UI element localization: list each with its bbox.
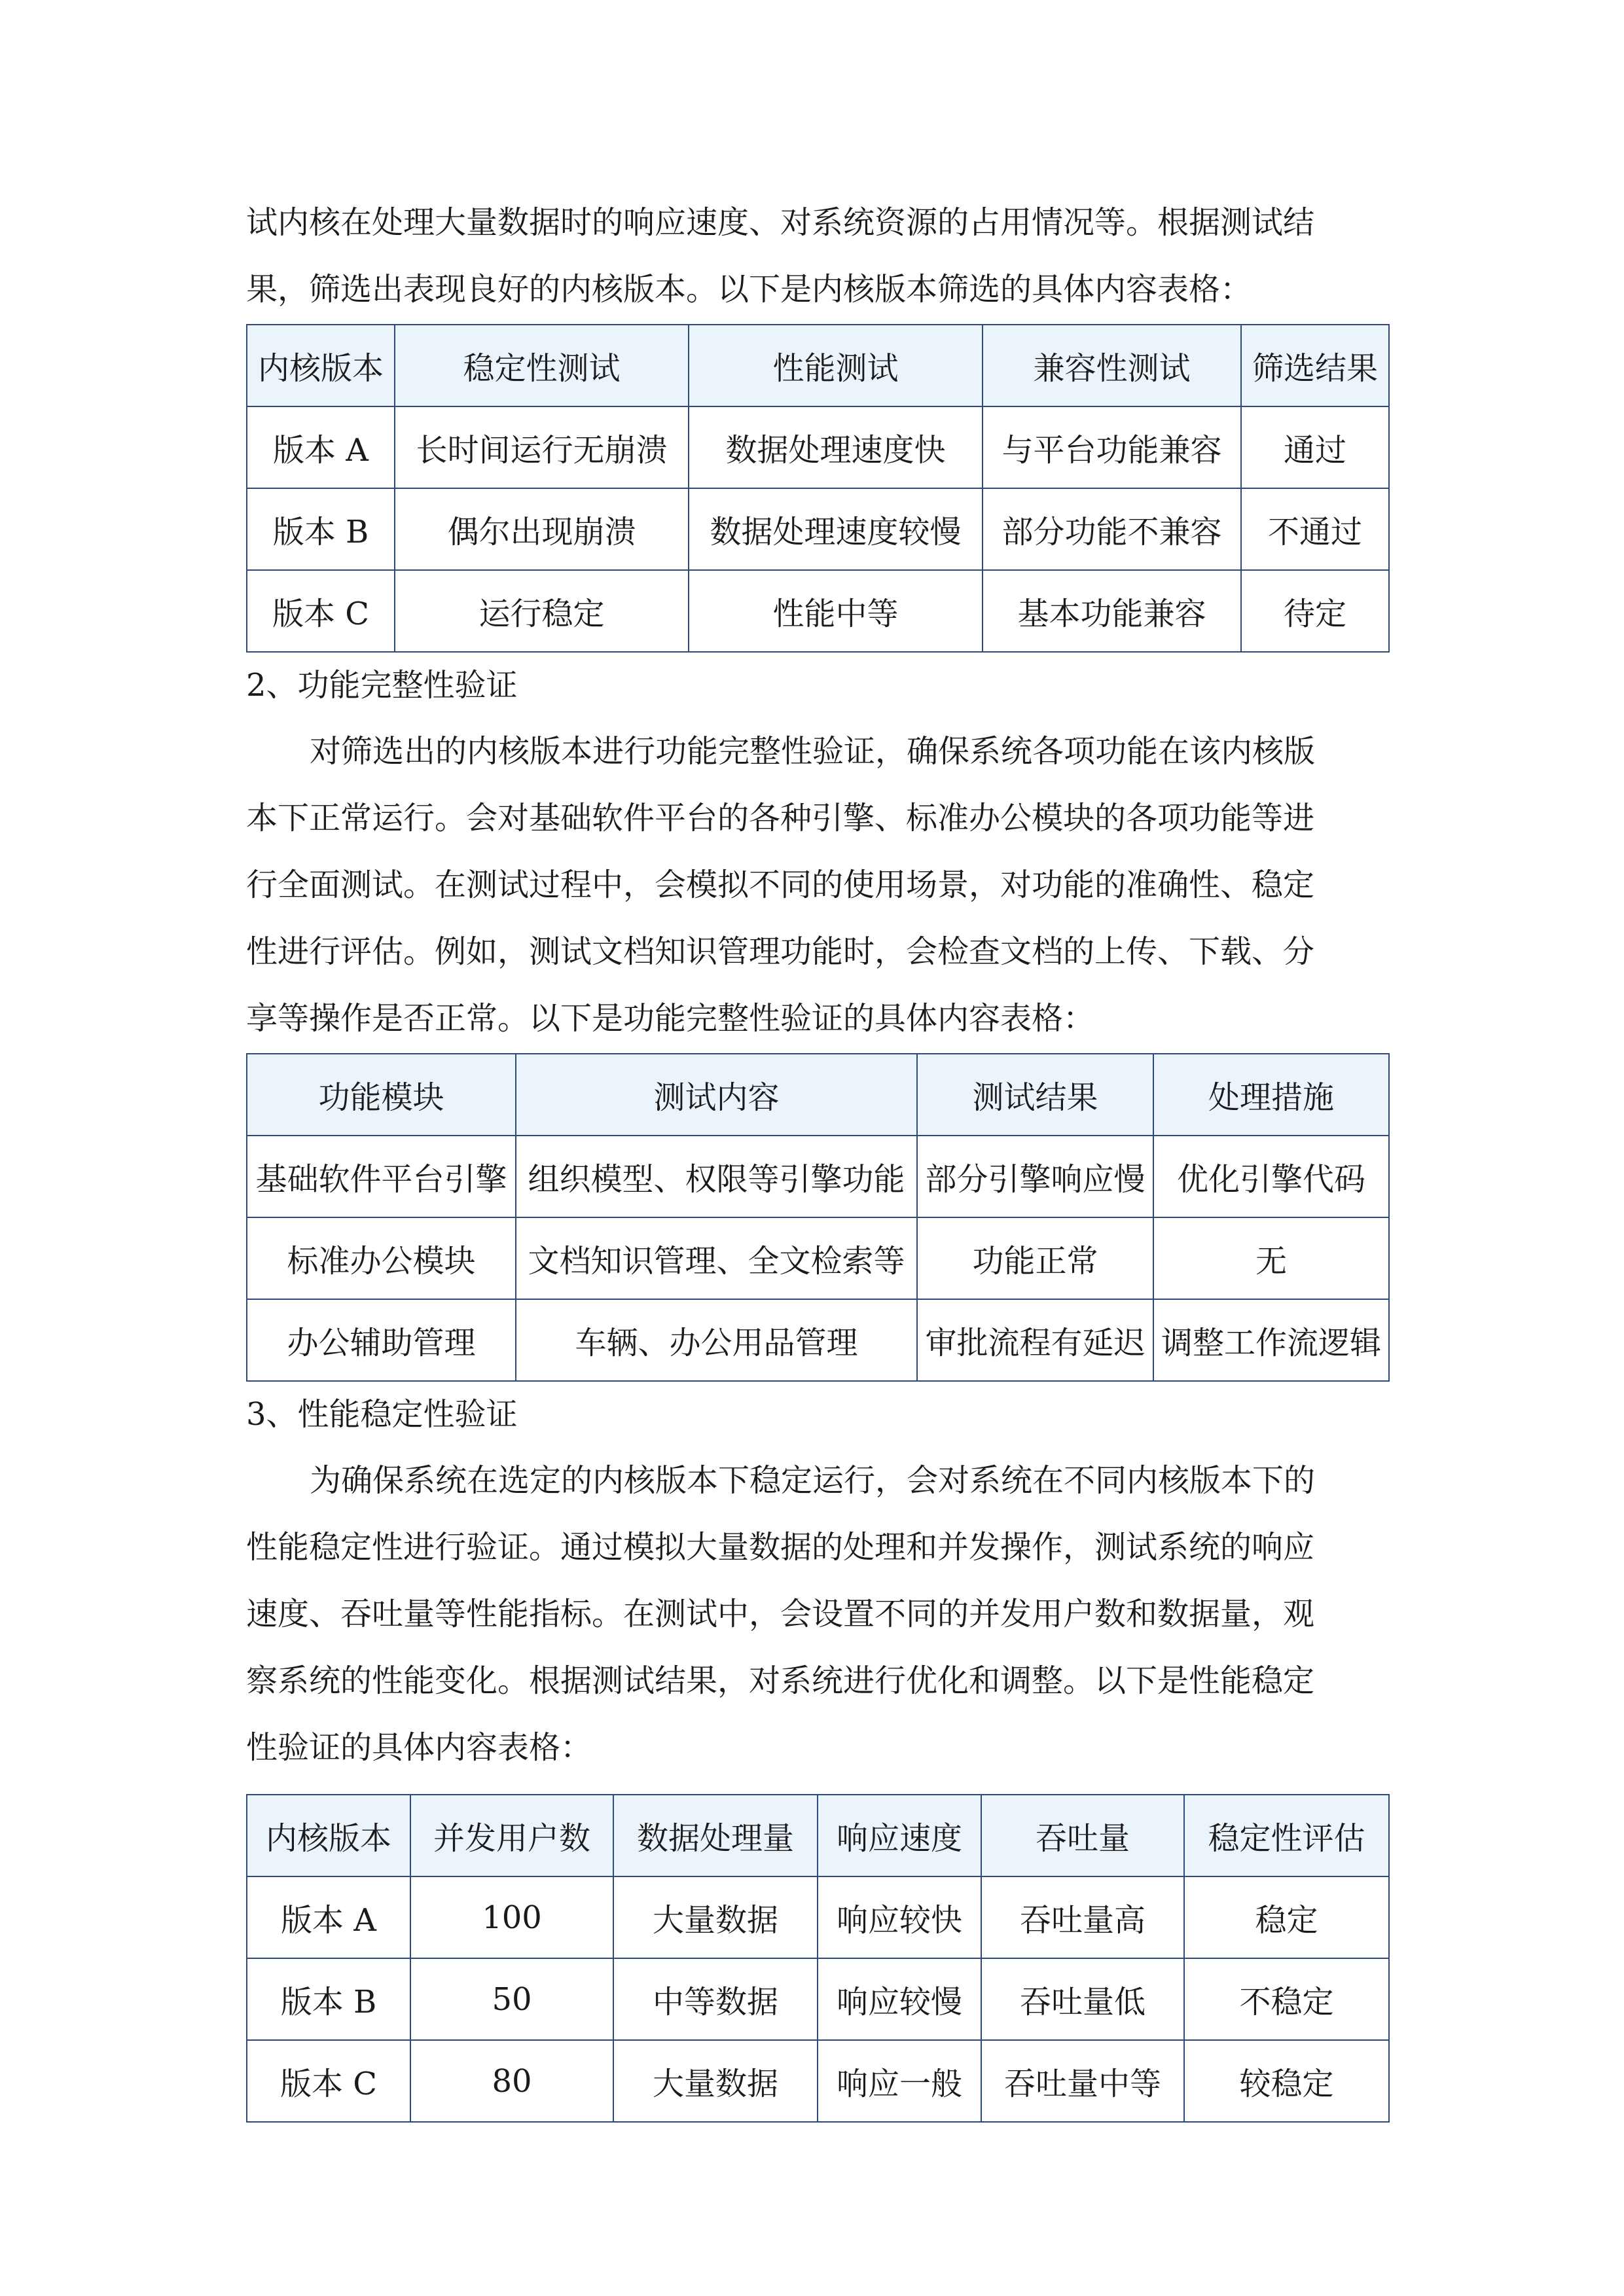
table-header-row <box>247 1795 1389 1876</box>
table-cell: 吞吐量低 <box>981 1958 1184 2040</box>
paragraph-line: 本下正常运行。会对基础软件平台的各种引擎、标准办公模块的各项功能等进 <box>246 800 1315 836</box>
table-cell: 大量数据 <box>613 2040 818 2122</box>
table-cell: 吞吐量中等 <box>981 2040 1184 2122</box>
table-cell: 基础软件平台引擎 <box>247 1136 516 1217</box>
table-cell: 审批流程有延迟 <box>917 1299 1153 1381</box>
paragraph-line: 享等操作是否正常。以下是功能完整性验证的具体内容表格： <box>246 1000 1095 1037</box>
table-cell: 较稳定 <box>1184 2040 1389 2122</box>
table-cell: 稳定 <box>1184 1876 1389 1958</box>
paragraph-line: 速度、吞吐量等性能指标。在测试中，会设置不同的并发用户数和数据量，观 <box>246 1596 1315 1632</box>
paragraph-line: 性验证的具体内容表格： <box>246 1729 592 1766</box>
paragraph-line: 性能稳定性进行验证。通过模拟大量数据的处理和并发操作，测试系统的响应 <box>246 1529 1315 1566</box>
table-cell: 车辆、办公用品管理 <box>516 1299 917 1381</box>
table-cell: 版本 B <box>247 488 395 570</box>
table-header-cell: 稳定性测试 <box>395 325 689 406</box>
table-row <box>247 1217 1389 1299</box>
table-header-cell: 测试结果 <box>917 1054 1153 1136</box>
table-cell: 标准办公模块 <box>247 1217 516 1299</box>
intro-line: 试内核在处理大量数据时的响应速度、对系统资源的占用情况等。根据测试结 <box>246 204 1315 241</box>
table-header-cell: 并发用户数 <box>410 1795 613 1876</box>
table-header-cell: 吞吐量 <box>981 1795 1184 1876</box>
table-row <box>247 488 1389 570</box>
table-header-cell: 稳定性评估 <box>1184 1795 1389 1876</box>
table-cell: 响应一般 <box>818 2040 981 2122</box>
table-header-cell: 功能模块 <box>247 1054 516 1136</box>
table-cell: 100 <box>410 1876 613 1958</box>
table-cell: 部分引擎响应慢 <box>917 1136 1153 1217</box>
table-row <box>247 1136 1389 1217</box>
function-integrity-table <box>246 1053 1390 1382</box>
table-header-row <box>247 325 1389 406</box>
paragraph-line: 行全面测试。在测试过程中，会模拟不同的使用场景，对功能的准确性、稳定 <box>246 867 1315 903</box>
table-header-cell: 内核版本 <box>247 325 395 406</box>
table-cell: 性能中等 <box>689 570 983 652</box>
table-cell: 部分功能不兼容 <box>983 488 1241 570</box>
table-header-cell: 响应速度 <box>818 1795 981 1876</box>
table-row <box>247 570 1389 652</box>
table-cell: 版本 C <box>247 570 395 652</box>
table-header-row <box>247 1054 1389 1136</box>
table-cell: 偶尔出现崩溃 <box>395 488 689 570</box>
table-cell: 响应较慢 <box>818 1958 981 2040</box>
table-cell: 版本 B <box>247 1958 410 2040</box>
table-cell: 待定 <box>1241 570 1389 652</box>
table-cell: 与平台功能兼容 <box>983 406 1241 488</box>
table-header-cell: 性能测试 <box>689 325 983 406</box>
table-cell: 80 <box>410 2040 613 2122</box>
performance-stability-table <box>246 1794 1390 2123</box>
table-cell: 功能正常 <box>917 1217 1153 1299</box>
table-header-cell: 筛选结果 <box>1241 325 1389 406</box>
table-row <box>247 2040 1389 2122</box>
table-cell: 中等数据 <box>613 1958 818 2040</box>
paragraph-line: 性进行评估。例如，测试文档知识管理功能时，会检查文档的上传、下载、分 <box>246 933 1315 970</box>
table-row <box>247 406 1389 488</box>
table-cell: 版本 C <box>247 2040 410 2122</box>
table-header-cell: 兼容性测试 <box>983 325 1241 406</box>
table-cell: 响应较快 <box>818 1876 981 1958</box>
table-cell: 大量数据 <box>613 1876 818 1958</box>
document-page <box>246 0 1388 2123</box>
kernel-version-table <box>246 324 1390 653</box>
section-heading: 3、性能稳定性验证 <box>246 1396 518 1433</box>
table-cell: 长时间运行无崩溃 <box>395 406 689 488</box>
paragraph-line: 对筛选出的内核版本进行功能完整性验证，确保系统各项功能在该内核版 <box>310 733 1316 770</box>
table-row <box>247 1299 1389 1381</box>
paragraph-line: 为确保系统在选定的内核版本下稳定运行，会对系统在不同内核版本下的 <box>310 1462 1316 1499</box>
table-cell: 优化引擎代码 <box>1153 1136 1389 1217</box>
table-cell: 不稳定 <box>1184 1958 1389 2040</box>
table-cell: 调整工作流逻辑 <box>1153 1299 1389 1381</box>
table-header-cell: 测试内容 <box>516 1054 917 1136</box>
table-row <box>247 1876 1389 1958</box>
table-cell: 吞吐量高 <box>981 1876 1184 1958</box>
table-header-cell: 处理措施 <box>1153 1054 1389 1136</box>
table-header-cell: 内核版本 <box>247 1795 410 1876</box>
table-cell: 文档知识管理、全文检索等 <box>516 1217 917 1299</box>
table-cell: 无 <box>1153 1217 1389 1299</box>
table-row <box>247 1958 1389 2040</box>
paragraph-line: 察系统的性能变化。根据测试结果，对系统进行优化和调整。以下是性能稳定 <box>246 1662 1315 1699</box>
table-cell: 办公辅助管理 <box>247 1299 516 1381</box>
table-cell: 50 <box>410 1958 613 2040</box>
table-cell: 基本功能兼容 <box>983 570 1241 652</box>
section-heading: 2、功能完整性验证 <box>246 667 518 704</box>
table-cell: 数据处理速度快 <box>689 406 983 488</box>
table-cell: 不通过 <box>1241 488 1389 570</box>
table-cell: 数据处理速度较慢 <box>689 488 983 570</box>
table-cell: 运行稳定 <box>395 570 689 652</box>
table-cell: 版本 A <box>247 1876 410 1958</box>
intro-line: 果，筛选出表现良好的内核版本。以下是内核版本筛选的具体内容表格： <box>246 271 1252 308</box>
table-cell: 版本 A <box>247 406 395 488</box>
table-cell: 组织模型、权限等引擎功能 <box>516 1136 917 1217</box>
table-header-cell: 数据处理量 <box>613 1795 818 1876</box>
table-cell: 通过 <box>1241 406 1389 488</box>
